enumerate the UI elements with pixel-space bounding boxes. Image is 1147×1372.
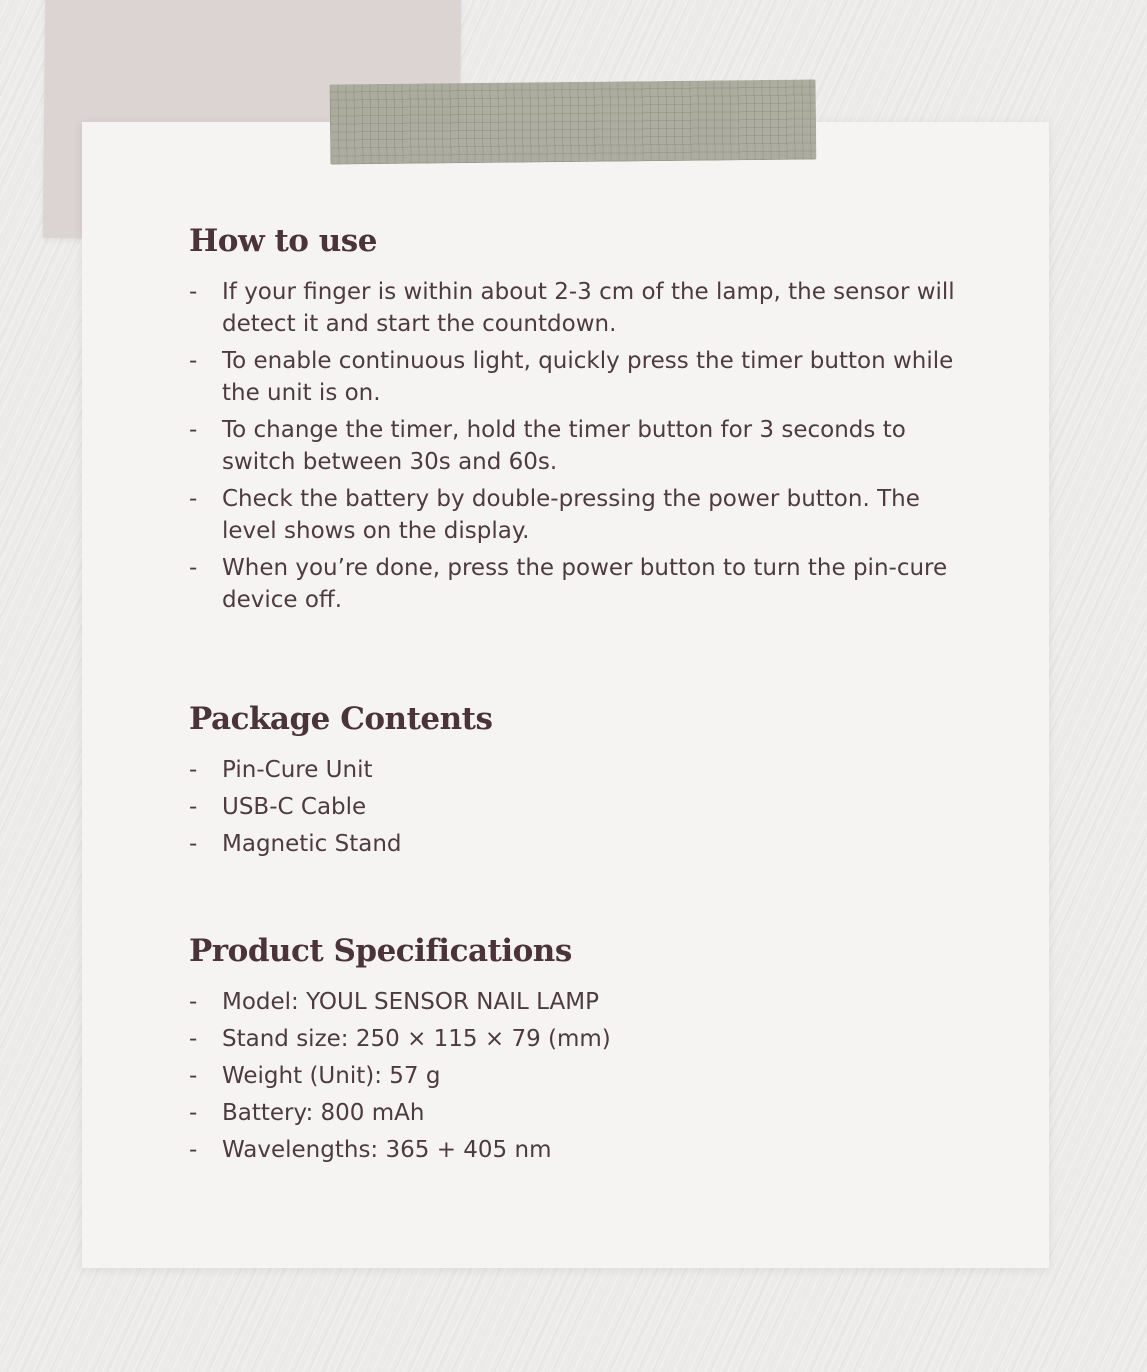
list-item <box>189 1023 969 1055</box>
package-contents-list <box>189 754 969 860</box>
dash-bullet: - <box>189 1063 198 1089</box>
dash-bullet: - <box>189 279 198 305</box>
dash-bullet: - <box>189 486 198 512</box>
dash-bullet: - <box>189 555 198 581</box>
note-content <box>189 218 969 1171</box>
list-item <box>189 276 969 340</box>
list-item <box>189 754 969 786</box>
product-specifications-list <box>189 986 969 1166</box>
dash-bullet: - <box>189 757 198 783</box>
package-contents-section <box>189 696 969 860</box>
list-item-text: To enable continuous light, quickly press the timer button while the unit is on. <box>222 348 954 406</box>
dash-bullet: - <box>189 348 198 374</box>
list-item-text: USB-C Cable <box>222 794 367 820</box>
how-to-use-list <box>189 276 969 616</box>
list-item <box>189 483 969 547</box>
list-item <box>189 791 969 823</box>
list-item <box>189 828 969 860</box>
washi-tape <box>330 79 817 164</box>
list-item-text: If your finger is within about 2-3 cm of the lamp, the sensor will detect it and start the countdown. <box>222 279 955 337</box>
how-to-use-section <box>189 218 969 616</box>
dash-bullet: - <box>189 831 198 857</box>
list-item-text: Model: YOUL SENSOR NAIL LAMP <box>222 989 599 1015</box>
list-item-text: Stand size: 250 × 115 × 79 (mm) <box>222 1026 611 1052</box>
list-item <box>189 986 969 1018</box>
dash-bullet: - <box>189 794 198 820</box>
list-item-text: Weight (Unit): 57 g <box>222 1063 441 1089</box>
list-item <box>189 1134 969 1166</box>
list-item <box>189 414 969 478</box>
list-item <box>189 345 969 409</box>
dash-bullet: - <box>189 1026 198 1052</box>
list-item-text: Pin-Cure Unit <box>222 757 373 783</box>
list-item-text: Battery: 800 mAh <box>222 1100 425 1126</box>
list-item-text: Magnetic Stand <box>222 831 402 857</box>
dash-bullet: - <box>189 417 198 443</box>
how-to-use-title: How to use <box>189 223 377 259</box>
dash-bullet: - <box>189 989 198 1015</box>
list-item-text: Check the battery by double-pressing the power button. The level shows on the display. <box>222 486 920 544</box>
product-specifications-section <box>189 928 969 1166</box>
list-item <box>189 1060 969 1092</box>
package-contents-title: Package Contents <box>189 701 493 737</box>
dash-bullet: - <box>189 1100 198 1126</box>
product-specifications-title: Product Specifications <box>189 933 572 969</box>
list-item <box>189 1097 969 1129</box>
list-item <box>189 552 969 616</box>
list-item-text: Wavelengths: 365 + 405 nm <box>222 1137 552 1163</box>
dash-bullet: - <box>189 1137 198 1163</box>
list-item-text: When you’re done, press the power button to turn the pin-cure device off. <box>222 555 948 613</box>
list-item-text: To change the timer, hold the timer button for 3 seconds to switch between 30s and 60s. <box>222 417 906 475</box>
